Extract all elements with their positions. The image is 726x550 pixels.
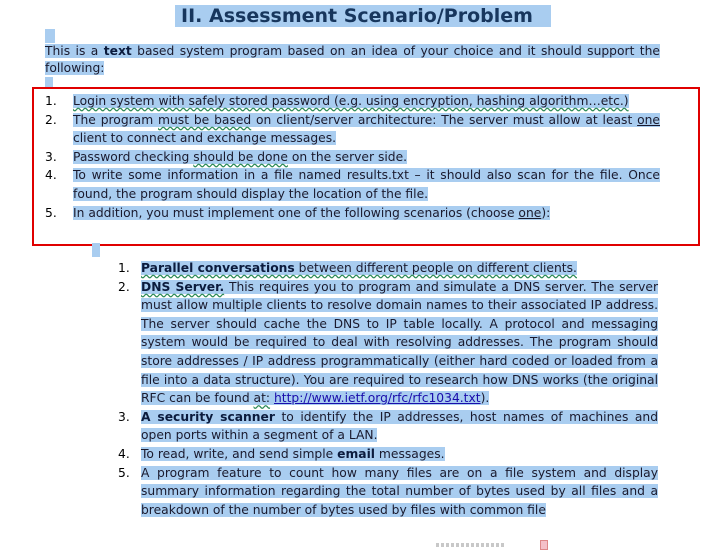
scenarios-list (118, 259, 658, 519)
paragraph-marker (45, 29, 55, 43)
list-item: 2. The program must be based on client/server architecture: The server must allow at least one client to connect and exchange messages. (45, 112, 660, 146)
requirements-list (45, 92, 660, 222)
list-item: 5. A program feature to count how many files are on a file system and display summary information regarding the total number of bytes used by all files and a breakdown of the number of bytes used by files with common file (118, 465, 658, 517)
list-item: 3. A security scanner to identify the IP addresses, host names of machines and open ports within a segment of a LAN. (118, 409, 659, 443)
intro-paragraph: This is a text based system program based on an idea of your choice and it should support the following: (45, 44, 660, 75)
cutoff-stamp (436, 543, 506, 547)
rfc-link[interactable]: http://www.ietf.org/rfc/rfc1034.txt (273, 391, 481, 406)
list-item: 3. Password checking should be done on the server side. (45, 149, 408, 164)
list-item: 4. To write some information in a file named results.txt – it should also scan for the file. Once found, the program should display the location of the file. (45, 168, 660, 201)
list-item: 4. To read, write, and send simple email messages. (118, 446, 445, 461)
paragraph-marker (92, 243, 100, 257)
list-item: 1. Login system with safely stored password (e.g. using encryption, hashing algorithm…etc.) (45, 94, 629, 108)
list-item: 5. In addition, you must implement one of the following scenarios (choose one): (45, 205, 551, 220)
list-item: 2. DNS Server. This requires you to program and simulate a DNS server. The server must allow multiple clients to resolve domain names to their associated IP address. The server should cache the DNS to IP table locally. A protocol and messaging system would be required to deal with resolving addresses. The program should store addresses / IP address programmatically (either hard coded or loaded from a file into a data structure). You are required to research how DNS works (the original RFC can be found at: http://www.ietf.org/rfc/rfc1034.txt). (118, 279, 658, 406)
list-item: 1. Parallel conversations between different people on different clients. (118, 261, 577, 275)
section-title: II. Assessment Scenario/Problem (0, 4, 726, 28)
